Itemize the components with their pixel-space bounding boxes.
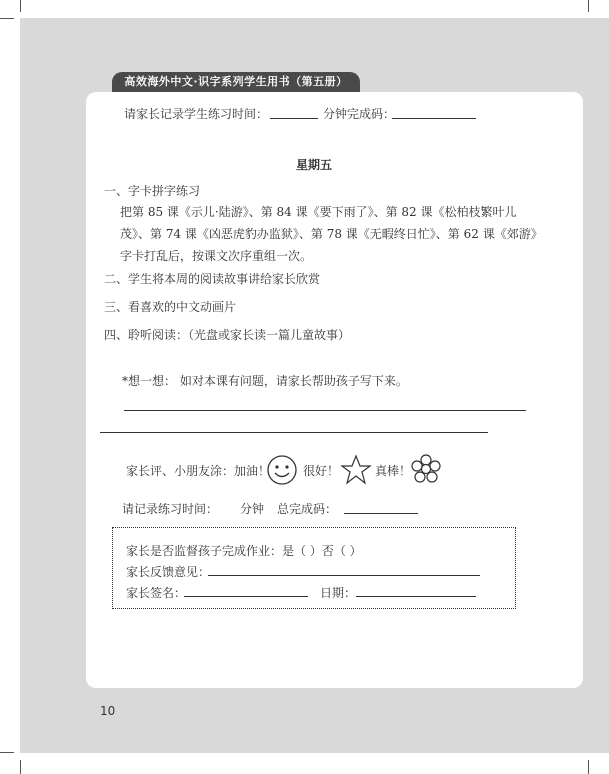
answer-line[interactable]: [124, 410, 526, 411]
parent-record-label: 请家长记录学生练习时间：: [124, 107, 269, 121]
section-1-text: 把第 85 课《示儿·陆游》、第 84 课《要下雨了》、第 82 课《松柏枝繁叶儿茂》、第 74 课《凶恶虎豹办监狱》、第 78 课《无暇终日忙》、第 62 课《郊游》字卡打乱后，按课文次序重组一次。: [120, 205, 537, 263]
completion-code-blank[interactable]: [392, 118, 476, 119]
record-label: 请记录练习时间：: [122, 502, 219, 516]
signature-label: 家长签名：: [126, 586, 187, 600]
feedback-label: 家长反馈意见：: [126, 565, 211, 579]
section-2-heading: 二、学生将本周的阅读故事讲给家长欣赏: [104, 272, 321, 286]
supervise-question: 家长是否监督孩子完成作业：是（ ）否（ ）: [126, 544, 362, 558]
book-title-tab: 高效海外中文·识字系列学生用书（第五册）: [112, 72, 360, 92]
crop-mark: [588, 0, 589, 12]
completion-code-label: 分钟完成码：: [323, 107, 396, 121]
answer-line[interactable]: [100, 432, 488, 433]
crop-mark: [20, 760, 21, 774]
think-prompt: *想一想： 如对本课有问题，请家长帮助孩子写下来。: [122, 374, 408, 388]
praise-label: 家长评、小朋友涂：加油！: [126, 464, 271, 478]
crop-mark: [0, 18, 14, 19]
date-blank[interactable]: [356, 596, 476, 597]
flower-icon[interactable]: [410, 453, 442, 485]
crop-mark: [20, 0, 21, 12]
section-1-heading: 一、字卡拼字练习: [104, 184, 201, 198]
praise-great: 真棒！: [375, 464, 412, 478]
section-3-heading: 三、看喜欢的中文动画片: [104, 300, 237, 314]
time-blank[interactable]: [270, 118, 318, 119]
section-4-heading: 四、聆听阅读：（光盘或家长读一篇儿童故事）: [104, 328, 351, 342]
feedback-blank[interactable]: [208, 575, 480, 576]
star-icon[interactable]: [340, 454, 372, 486]
crop-mark: [588, 760, 589, 774]
page-number: 10: [100, 704, 116, 718]
section-1-body: [120, 201, 540, 267]
record-minutes: 分钟: [240, 502, 265, 516]
smiley-icon[interactable]: [266, 454, 298, 486]
crop-mark: [0, 752, 14, 753]
praise-good: 很好！: [303, 464, 340, 478]
date-label: 日期：: [320, 586, 357, 600]
day-heading: 星期五: [296, 158, 333, 172]
signature-blank[interactable]: [184, 596, 308, 597]
record-total-label: 总完成码：: [277, 502, 338, 516]
total-code-blank[interactable]: [344, 513, 418, 514]
